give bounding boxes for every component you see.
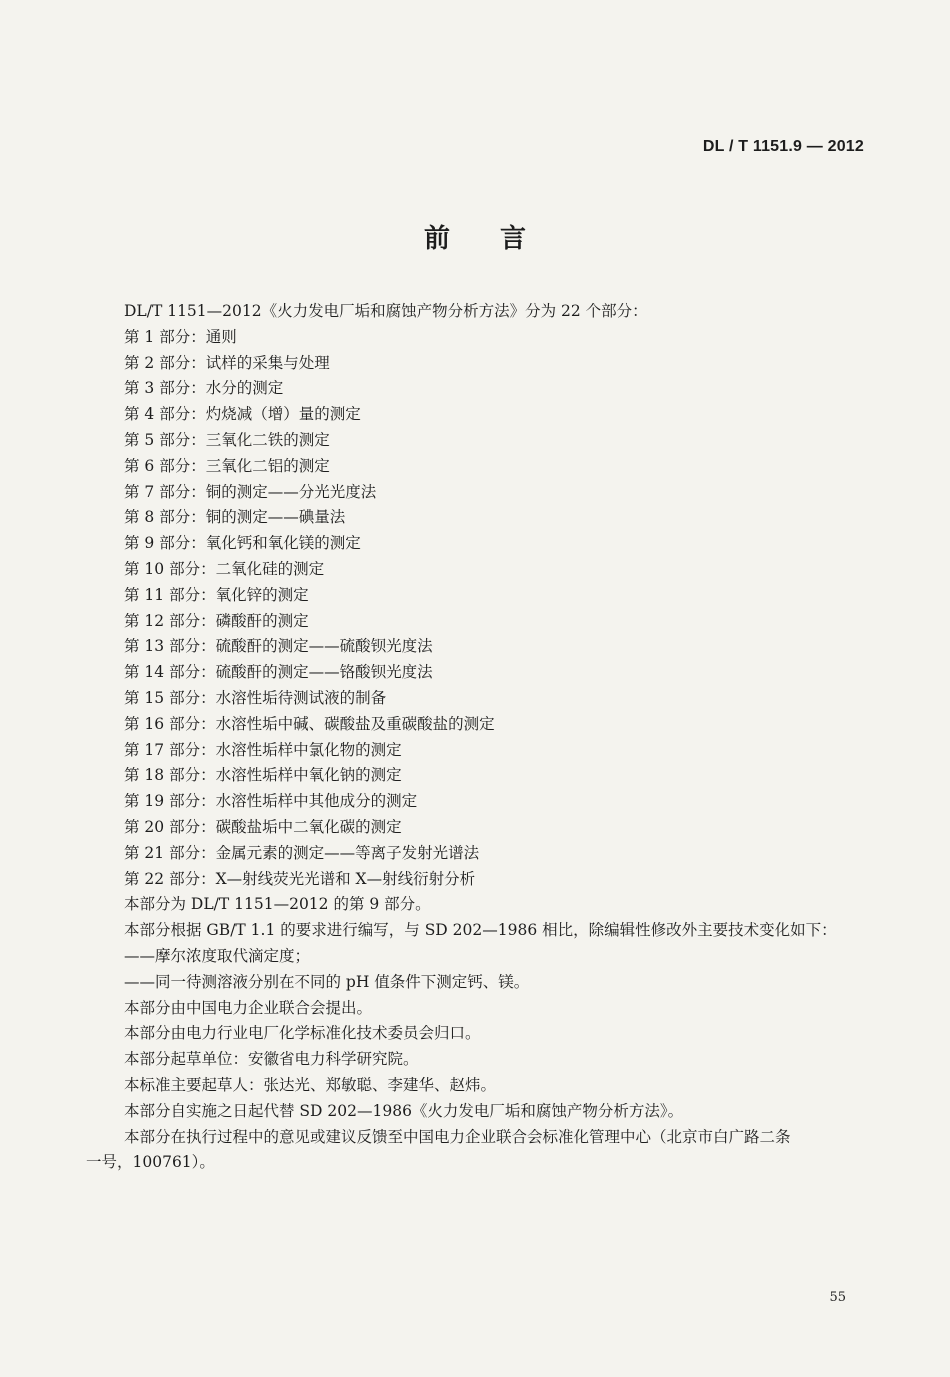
list-item: 第 9 部分：氧化钙和氧化镁的测定 bbox=[124, 534, 361, 553]
list-item: 第 4 部分：灼烧减（增）量的测定 bbox=[124, 405, 361, 424]
list-item: 第 16 部分：水溶性垢中碱、碳酸盐及重碳酸盐的测定 bbox=[124, 714, 495, 733]
intro-paragraph: DL/T 1151—2012《火力发电厂垢和腐蚀产物分析方法》分为 22 个部分： bbox=[124, 302, 648, 320]
list-item: 第 19 部分：水溶性垢样中其他成分的测定 bbox=[124, 792, 418, 811]
list-item: 第 7 部分：铜的测定——分光光度法 bbox=[124, 482, 377, 501]
page-number: 55 bbox=[829, 1290, 846, 1305]
list-item: 第 8 部分：铜的测定——碘量法 bbox=[124, 508, 346, 527]
page-title: 前言 bbox=[423, 224, 576, 254]
list-item: 第 1 部分：通则 bbox=[124, 327, 237, 346]
drafters-paragraph: 本标准主要起草人：张达光、郑敏聪、李建华、赵炜。 bbox=[124, 1075, 497, 1094]
list-item: 第 14 部分：硫酸酐的测定——铬酸钡光度法 bbox=[124, 663, 433, 682]
list-item: 第 12 部分：磷酸酐的测定 bbox=[124, 611, 309, 630]
feedback-paragraph-line-1: 本部分在执行过程中的意见或建议反馈至中国电力企业联合会标准化管理中心（北京市白广路二条 bbox=[124, 1127, 791, 1146]
document-code: DL / T 1151.9 — 2012 bbox=[702, 138, 864, 155]
feedback-paragraph-line-2: 一号，100761）。 bbox=[86, 1153, 215, 1172]
parts-list bbox=[86, 325, 876, 893]
list-item: 第 13 部分：硫酸酐的测定——硫酸钡光度法 bbox=[124, 637, 433, 656]
list-item: 第 5 部分：三氧化二铁的测定 bbox=[124, 430, 330, 449]
managed-by-paragraph: 本部分由电力行业电厂化学标准化技术委员会归口。 bbox=[124, 1024, 481, 1043]
list-item: 第 21 部分：金属元素的测定——等离子发射光谱法 bbox=[124, 843, 480, 862]
replaces-paragraph: 本部分自实施之日起代替 SD 202—1986《火力发电厂垢和腐蚀产物分析方法》。 bbox=[124, 1101, 684, 1120]
list-item: 第 6 部分：三氧化二铝的测定 bbox=[124, 456, 330, 475]
list-item: 第 10 部分：二氧化硅的测定 bbox=[124, 559, 325, 578]
change-item-1: ——摩尔浓度取代滴定度； bbox=[124, 946, 311, 965]
list-item: 第 20 部分：碳酸盐垢中二氧化碳的测定 bbox=[124, 817, 402, 836]
list-item: 第 3 部分：水分的测定 bbox=[124, 379, 284, 398]
list-item: 第 22 部分：X—射线荧光光谱和 X—射线衍射分析 bbox=[124, 869, 476, 888]
list-item: 第 17 部分：水溶性垢样中氯化物的测定 bbox=[124, 740, 402, 759]
preface-content bbox=[86, 299, 876, 1176]
list-item: 第 18 部分：水溶性垢样中氧化钠的测定 bbox=[124, 766, 402, 785]
this-part-paragraph: 本部分为 DL/T 1151—2012 的第 9 部分。 bbox=[124, 895, 431, 914]
proposed-by-paragraph: 本部分由中国电力企业联合会提出。 bbox=[124, 998, 373, 1017]
based-on-paragraph: 本部分根据 GB/T 1.1 的要求进行编写，与 SD 202—1986 相比，除编辑性修改外主要技术变化如下： bbox=[124, 921, 837, 940]
change-item-2: ——同一待测溶液分别在不同的 pH 值条件下测定钙、镁。 bbox=[124, 972, 530, 991]
drafting-unit-paragraph: 本部分起草单位：安徽省电力科学研究院。 bbox=[124, 1050, 419, 1069]
list-item: 第 11 部分：氧化锌的测定 bbox=[124, 585, 309, 604]
list-item: 第 15 部分：水溶性垢待测试液的制备 bbox=[124, 688, 387, 707]
list-item: 第 2 部分：试样的采集与处理 bbox=[124, 353, 330, 372]
